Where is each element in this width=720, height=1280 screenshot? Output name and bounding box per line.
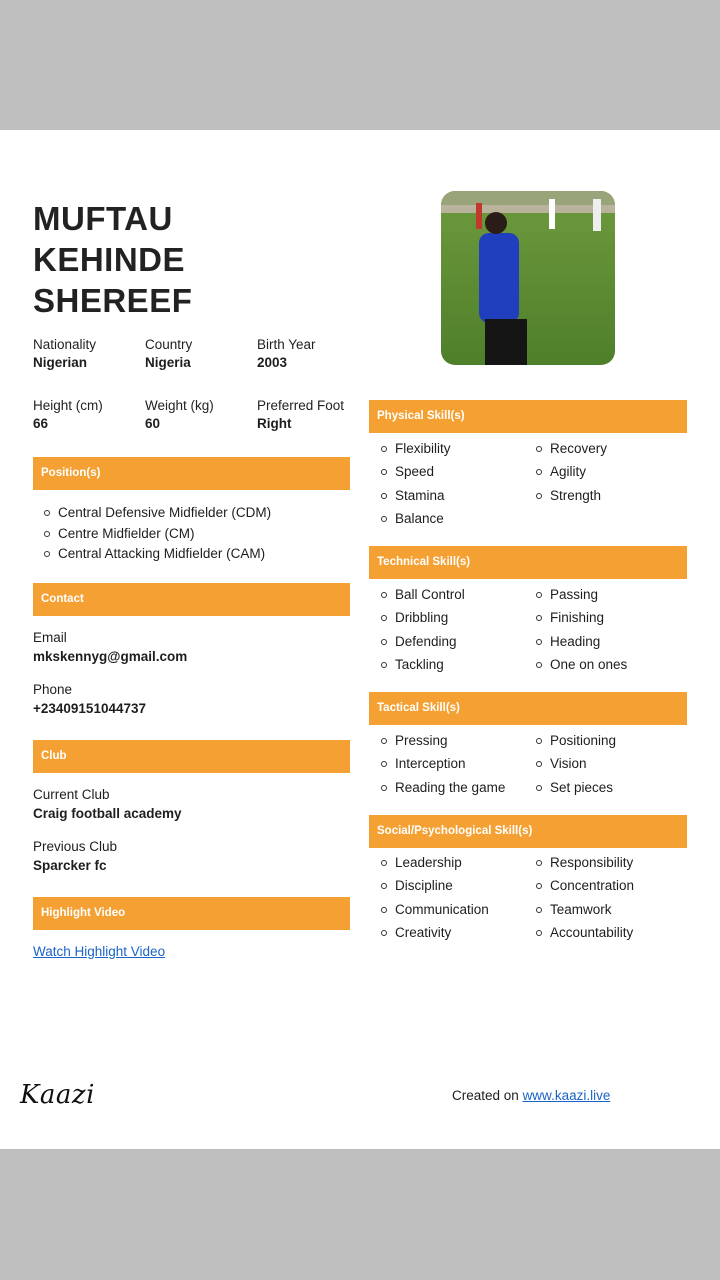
- current-club-field: [33, 787, 182, 821]
- preferred-foot-label: Preferred Foot: [257, 398, 345, 413]
- list-item: Positioning: [525, 731, 685, 754]
- current-club-value: Craig football academy: [33, 806, 182, 821]
- player-name-line: MUFTAU: [33, 200, 173, 237]
- list-item: Teamwork: [525, 900, 685, 923]
- previous-club-value: Sparcker fc: [33, 858, 107, 873]
- kaazi-site-link[interactable]: www.kaazi.live: [522, 1088, 611, 1103]
- list-item: Leadership: [370, 853, 525, 876]
- list-item: Reading the game: [370, 778, 525, 801]
- height-value: 66: [33, 416, 49, 431]
- created-on-note: [452, 1088, 610, 1103]
- country-label: Country: [145, 337, 193, 352]
- list-item: Speed: [370, 462, 525, 485]
- weight-value: 60: [145, 416, 161, 431]
- list-item: Ball Control: [370, 585, 525, 608]
- profile-page: [0, 130, 720, 1149]
- list-item: Flexibility: [370, 439, 525, 462]
- height-field: [33, 398, 103, 431]
- player-name-line: KEHINDE: [33, 241, 186, 278]
- weight-field: [145, 398, 214, 431]
- nationality-field: [33, 337, 96, 370]
- list-item: One on ones: [525, 655, 685, 678]
- list-item: Vision: [525, 754, 685, 777]
- highlight-video-heading: Highlight Video: [33, 897, 350, 930]
- positions-list: [33, 503, 271, 565]
- list-item: Pressing: [370, 731, 525, 754]
- list-item: Interception: [370, 754, 525, 777]
- list-item: Discipline: [370, 876, 525, 899]
- list-item: Recovery: [525, 439, 685, 462]
- tactical-skills-list: [370, 731, 688, 801]
- list-item: Stamina: [370, 486, 525, 509]
- previous-club-label: Previous Club: [33, 839, 118, 854]
- social-skills-heading: Social/Psychological Skill(s): [369, 815, 687, 848]
- list-item: Responsibility: [525, 853, 685, 876]
- kaazi-logo: Kaazi: [20, 1080, 95, 1110]
- phone-value: +23409151044737: [33, 701, 146, 716]
- birth-year-label: Birth Year: [257, 337, 316, 352]
- nationality-value: Nigerian: [33, 355, 88, 370]
- player-name-line: SHEREEF: [33, 282, 193, 319]
- created-on-label: Created on: [452, 1088, 519, 1103]
- social-skills-list: [370, 853, 688, 947]
- preferred-foot-field: [257, 398, 344, 431]
- list-item: Accountability: [525, 923, 685, 946]
- list-item: Finishing: [525, 608, 685, 631]
- technical-skills-heading: Technical Skill(s): [369, 546, 687, 579]
- phone-label: Phone: [33, 682, 73, 697]
- country-field: [145, 337, 192, 370]
- list-item: Defending: [370, 632, 525, 655]
- list-item: Passing: [525, 585, 685, 608]
- country-value: Nigeria: [145, 355, 191, 370]
- list-item: Central Defensive Midfielder (CDM): [33, 503, 271, 524]
- nationality-label: Nationality: [33, 337, 97, 352]
- phone-field: [33, 682, 146, 716]
- current-club-label: Current Club: [33, 787, 110, 802]
- player-photo: [441, 191, 615, 365]
- physical-skills-list: [370, 439, 688, 533]
- list-item: Communication: [370, 900, 525, 923]
- list-item: Strength: [525, 486, 685, 509]
- physical-skills-heading: Physical Skill(s): [369, 400, 687, 433]
- weight-label: Weight (kg): [145, 398, 214, 413]
- list-item: Central Attacking Midfielder (CAM): [33, 544, 271, 565]
- previous-club-field: [33, 839, 117, 873]
- player-name: [33, 198, 353, 321]
- birth-year-value: 2003: [257, 355, 288, 370]
- email-field: [33, 630, 187, 664]
- contact-heading: Contact: [33, 583, 350, 616]
- email-label: Email: [33, 630, 67, 645]
- list-item: Agility: [525, 462, 685, 485]
- list-item: Balance: [370, 509, 525, 532]
- list-item: Creativity: [370, 923, 525, 946]
- list-item: Set pieces: [525, 778, 685, 801]
- birth-year-field: [257, 337, 316, 370]
- positions-heading: Position(s): [33, 457, 350, 490]
- list-item: Concentration: [525, 876, 685, 899]
- list-item: Tackling: [370, 655, 525, 678]
- preferred-foot-value: Right: [257, 416, 292, 431]
- technical-skills-list: [370, 585, 688, 679]
- watch-highlight-video-link[interactable]: Watch Highlight Video: [33, 944, 166, 959]
- tactical-skills-heading: Tactical Skill(s): [369, 692, 687, 725]
- club-heading: Club: [33, 740, 350, 773]
- list-item: Heading: [525, 632, 685, 655]
- email-value: mkskennyg@gmail.com: [33, 649, 188, 664]
- list-item: Dribbling: [370, 608, 525, 631]
- list-item: Centre Midfielder (CM): [33, 524, 271, 545]
- height-label: Height (cm): [33, 398, 103, 413]
